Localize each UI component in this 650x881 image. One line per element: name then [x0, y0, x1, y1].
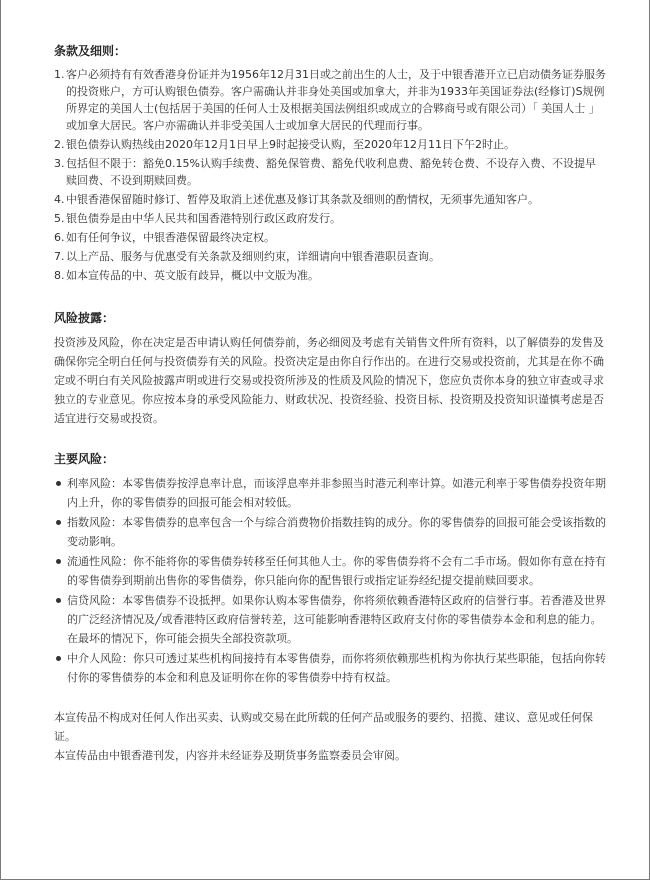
terms-item — [54, 248, 606, 265]
terms-item-number: 3. — [54, 157, 65, 170]
terms-item — [54, 267, 606, 284]
bullet-icon — [56, 598, 61, 603]
disclosure-heading: 风险披露： — [54, 311, 115, 325]
bullet-icon — [56, 656, 61, 661]
section-spacer — [54, 286, 606, 309]
disclosure-text: 投资涉及风险，你在决定是否申请认购任何债券前，务必细阅及考虑有关销售文件所有资料，以了解债券的发售及确保你完全明白任何与投资债券有关的风险。投资决定是由你自行作出的。在进行交易或投资前，尤其是在你不确定或不明白有关风险披露声明或进行交易或投资所涉及的性质及风险的情况下，您应负责你本身的独立审查或寻求独立的专业意见。你应按本身的承受风险能力、财政状况、投资经验、投资目标、投资期及投资知识谨慎考虑是否适宜进行交易或投资。 — [54, 336, 604, 425]
risk-item-text: 流通性风险：你不能将你的零售债券转移至任何其他人士。你的零售债券将不会有二手市场。假如你有意在持有的零售债券到期前出售你的零售债券，你只能向你的配售银行或指定证券经纪提交提前赎回要求。 — [67, 555, 606, 587]
risk-item — [54, 513, 606, 551]
risks-heading: 主要风险： — [54, 452, 115, 466]
risk-item-text: 指数风险：本零售债券的息率包含一个与综合消费物价指数挂钩的成分。你的零售债券的回报可能会受该指数的变动影响。 — [67, 516, 606, 548]
risks-list — [54, 474, 606, 687]
bullet-icon — [56, 520, 61, 525]
terms-item-text: 银色债券认购热线由2020年12月1日早上9时起接受认购，至2020年12月11日下午2时止。 — [66, 138, 515, 151]
terms-item-number: 6. — [54, 231, 65, 244]
terms-item — [54, 210, 606, 227]
terms-item-number: 4. — [54, 193, 65, 206]
terms-item — [54, 191, 606, 208]
footer-disclaimer: 本宣传品不构成对任何人作出买卖、认购或交易在此所载的任何产品或服务的要约、招揽、建议、意见或任何保证。 — [54, 711, 593, 743]
terms-item-text: 中银香港保留随时修订、暂停及取消上述优惠及修订其条款及细则的酌情权，无须事先通知客户。 — [66, 193, 539, 206]
terms-list — [54, 66, 606, 284]
terms-item-text: 如本宣传品的中、英文版有歧异，概以中文版为准。 — [66, 269, 319, 282]
risk-item — [54, 591, 606, 648]
terms-item — [54, 66, 606, 134]
risk-item-text: 中介人风险：你只可透过某些机构间接持有本零售债券，而你将须依赖那些机构为你执行某些职能，包括向你转付你的零售债券的本金和利息及证明你在你的零售债券中持有权益。 — [67, 652, 606, 684]
bullet-icon — [56, 559, 61, 564]
risk-item-text: 利率风险：本零售债券按浮息率计息，而该浮息率并非参照当时港元利率计算。如港元利率于零售债券投资年期内上升，你的零售债券的回报可能会相对较低。 — [67, 477, 606, 509]
footer-issuer-note: 本宣传品由中银香港刊发，内容并未经证券及期货事务监察委员会审阅。 — [54, 749, 406, 762]
risk-item — [54, 552, 606, 590]
terms-item-text: 包括但不限于：豁免0.15%认购手续费、豁免保管费、豁免代收利息费、豁免转仓费、不设存入费、不设提早赎回费、不设到期赎回费。 — [66, 157, 596, 187]
section-spacer — [54, 688, 606, 708]
terms-item-number: 8. — [54, 269, 65, 282]
document-body — [54, 42, 606, 765]
bullet-icon — [56, 481, 61, 486]
terms-item-number: 5. — [54, 212, 65, 225]
terms-item-number: 1. — [54, 68, 65, 81]
terms-item — [54, 155, 606, 189]
risk-item — [54, 474, 606, 512]
risk-item-text: 信贷风险：本零售债券不设抵押。如果你认购本零售债券，你将须依赖香港特区政府的信誉行事。若香港及世界的广泛经济情况及╱或香港特区政府信誉转差，这可能影响香港特区政府支付你的零售债券本金和利息的能力。在最坏的情况下，你可能会损失全部投资款项。 — [67, 594, 606, 645]
terms-heading: 条款及细则： — [54, 44, 127, 58]
terms-item — [54, 136, 606, 153]
terms-item-number: 2. — [54, 138, 65, 151]
terms-item-text: 银色债券是由中华人民共和国香港特别行政区政府发行。 — [66, 212, 341, 225]
terms-item — [54, 229, 606, 246]
terms-item-text: 客户必须持有有效香港身份证并为1956年12月31日或之前出生的人士，及于中银香港开立已启动债务证券服务的投资账户，方可认购银色债券。客户需确认并非身处美国或加拿大，并非为1933年美国证券法(经修订)S规例所界定的美国人士(包括居于美国的任何人士及根据美国法例组织或成立的合夥商号或有限公司）「 美国人士 」或加拿大居民。客户亦需确认并非受美国人士或加拿大居民的代理而行事。 — [66, 68, 606, 132]
section-spacer — [54, 428, 606, 450]
terms-item-text: 如有任何争议，中银香港保留最终决定权。 — [66, 231, 275, 244]
terms-item-text: 以上产品、服务与优惠受有关条款及细则约束，详细请向中银香港职员查询。 — [66, 250, 440, 263]
risk-item — [54, 649, 606, 687]
terms-item-number: 7. — [54, 250, 65, 263]
